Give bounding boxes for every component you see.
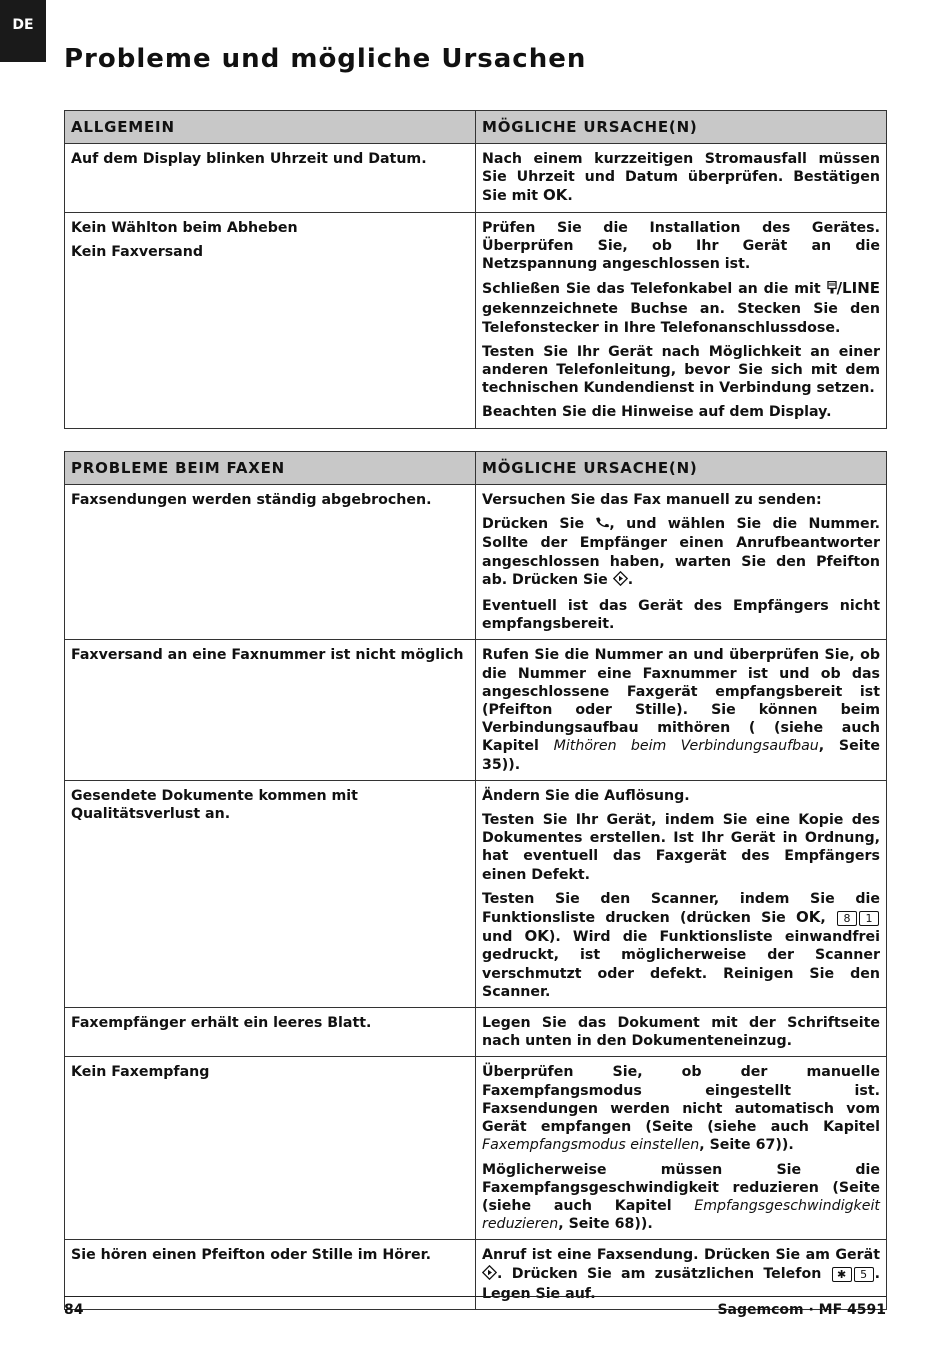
solution-text: Anruf ist eine Faxsendung. Drücken Sie am Gerät . Drücken Sie am zusätzlichen Telefon ✱ 5 . Legen Sie auf. [482, 1247, 880, 1302]
problem-cell [65, 1240, 476, 1310]
solution-cell [476, 144, 887, 213]
key-1: 1 [859, 911, 879, 926]
problem-cell [65, 640, 476, 780]
problem-text: Auf dem Display blinken Uhrzeit und Datum. [71, 151, 427, 167]
telephone-plug-icon [827, 281, 837, 300]
solution-text: Legen Sie das Dokument mit der Schriftseite nach unten in den Dokumenteneinzug. [482, 1015, 880, 1050]
problem-text: Sie hören einen Pfeifton oder Stille im Hörer. [71, 1247, 431, 1264]
table-row [65, 1008, 887, 1057]
problem-text: Faxsendungen werden ständig abgebrochen. [71, 492, 432, 508]
problem-text: Gesendete Dokumente kommen mit Qualitätsverlust an. [71, 787, 358, 823]
solution-cell [476, 640, 887, 780]
table-row [65, 640, 887, 780]
solution-text: Möglicherweise müssen Sie die Faxempfangsgeschwindigkeit reduzieren (Seite (siehe auch Kapitel Empfangsgeschwindigkeit reduzieren, Seite 68)). [482, 1161, 880, 1233]
solution-text: Beachten Sie die Hinweise auf dem Display. [482, 404, 832, 421]
solution-text: Versuchen Sie das Fax manuell zu senden: [482, 492, 822, 508]
solution-text: Eventuell ist das Gerät des Empfängers nicht empfangsbereit. [482, 598, 880, 633]
fax-problems-table [64, 451, 887, 1310]
solution-cell [476, 1240, 887, 1310]
solution-text: Ändern Sie die Auflösung. [482, 787, 690, 804]
ok-key-label: OK [543, 186, 568, 205]
problem-text: Faxversand an eine Faxnummer ist nicht möglich [71, 647, 464, 664]
problem-cell [65, 1057, 476, 1240]
product-name: Sagemcom · MF 4591 [717, 1302, 886, 1318]
solution-cell [476, 780, 887, 1007]
solution-text: Testen Sie Ihr Gerät nach Möglichkeit an einer anderen Telefonleitung, bevor Sie sich mit dem technischen Kundendienst in Verbindung setzen. [482, 343, 880, 397]
solution-cell [476, 1057, 887, 1240]
problem-text: Kein Wählton beim Abheben [71, 219, 298, 236]
page-title: Probleme und mögliche Ursachen [64, 44, 587, 74]
table-header-causes: MÖGLICHE URSACHE(N) [476, 452, 887, 485]
problem-text: Kein Faxversand [71, 243, 203, 260]
problem-cell [65, 144, 476, 213]
table-header-general: ALLGEMEIN [65, 111, 476, 144]
solution-text: Schließen Sie das Telefonkabel an die mit /LINE gekennzeichnete Buchse an. Stecken Sie den Telefonstecker in Ihre Telefonanschlussdose. [482, 279, 880, 336]
table-row [65, 780, 887, 1007]
table-row [65, 485, 887, 640]
solution-cell [476, 212, 887, 428]
problem-cell [65, 1008, 476, 1057]
table-row [65, 144, 887, 213]
footer-divider [64, 1296, 886, 1297]
general-problems-table [64, 110, 887, 429]
table-row [65, 1057, 887, 1240]
table-row [65, 212, 887, 428]
table-header-fax-problems: PROBLEME BEIM FAXEN [65, 452, 476, 485]
solution-cell [476, 485, 887, 640]
solution-text: Nach einem kurzzeitigen Stromausfall müssen Sie Uhrzeit und Datum überprüfen. Bestätigen Sie mit OK. [482, 151, 880, 205]
table-header-causes: MÖGLICHE URSACHE(N) [476, 111, 887, 144]
start-key-icon [482, 1265, 497, 1285]
problem-text: Kein Faxempfang [71, 1064, 210, 1081]
problem-text: Faxempfänger erhält ein leeres Blatt. [71, 1015, 372, 1032]
key-8: 8 [837, 911, 857, 926]
problem-cell [65, 780, 476, 1007]
problem-cell [65, 212, 476, 428]
problem-cell [65, 485, 476, 640]
page-number: 84 [64, 1302, 84, 1318]
start-key-icon [613, 571, 628, 591]
solution-text: Testen Sie Ihr Gerät, indem Sie eine Kopie des Dokumentes erstellen. Ist Ihr Gerät in Ordnung, hat eventuell das Faxgerät des Empfängers einen Defekt. [482, 812, 880, 883]
handset-icon [595, 516, 609, 534]
solution-text: Drücken Sie , und wählen Sie die Nummer. Sollte der Empfänger einen Anrufbeantworter angeschlossen haben, warten Sie den Pfeifton ab. Drücken Sie . [482, 515, 880, 591]
solution-text: Überprüfen Sie, ob der manuelle Faxempfangsmodus eingestellt ist. Faxsendungen werden nicht automatisch vom Gerät empfangen (Seite (siehe auch Kapitel Faxempfangsmodus einstellen, Seite 67)). [482, 1064, 880, 1154]
solution-cell [476, 1008, 887, 1057]
solution-text: Rufen Sie die Nummer an und überprüfen Sie, ob die Nummer eine Faxnummer ist und ob das angeschlossene Faxgerät empfangsbereit ist (Pfeifton oder Stille). Sie können beim Verbindungsaufbau mithören ( (siehe auch Kapitel Mithören beim Verbindungsaufbau, Seite 35)). [482, 647, 881, 773]
key-5: 5 [854, 1267, 874, 1282]
language-tab: DE [0, 0, 46, 62]
table-row [65, 1240, 887, 1310]
solution-text: Testen Sie den Scanner, indem Sie die Funktionsliste drucken (drücken Sie OK, 8 1 und OK). Wird die Funktionsliste einwandfrei gedruckt, ist möglicherweise der Scanner verschmutzt oder defekt. Reinigen Sie den Scanner. [482, 890, 880, 1000]
key-star: ✱ [832, 1267, 852, 1282]
solution-text: Prüfen Sie die Installation des Gerätes. Überprüfen Sie, ob Ihr Gerät an die Netzspannung angeschlossen ist. [482, 219, 880, 273]
